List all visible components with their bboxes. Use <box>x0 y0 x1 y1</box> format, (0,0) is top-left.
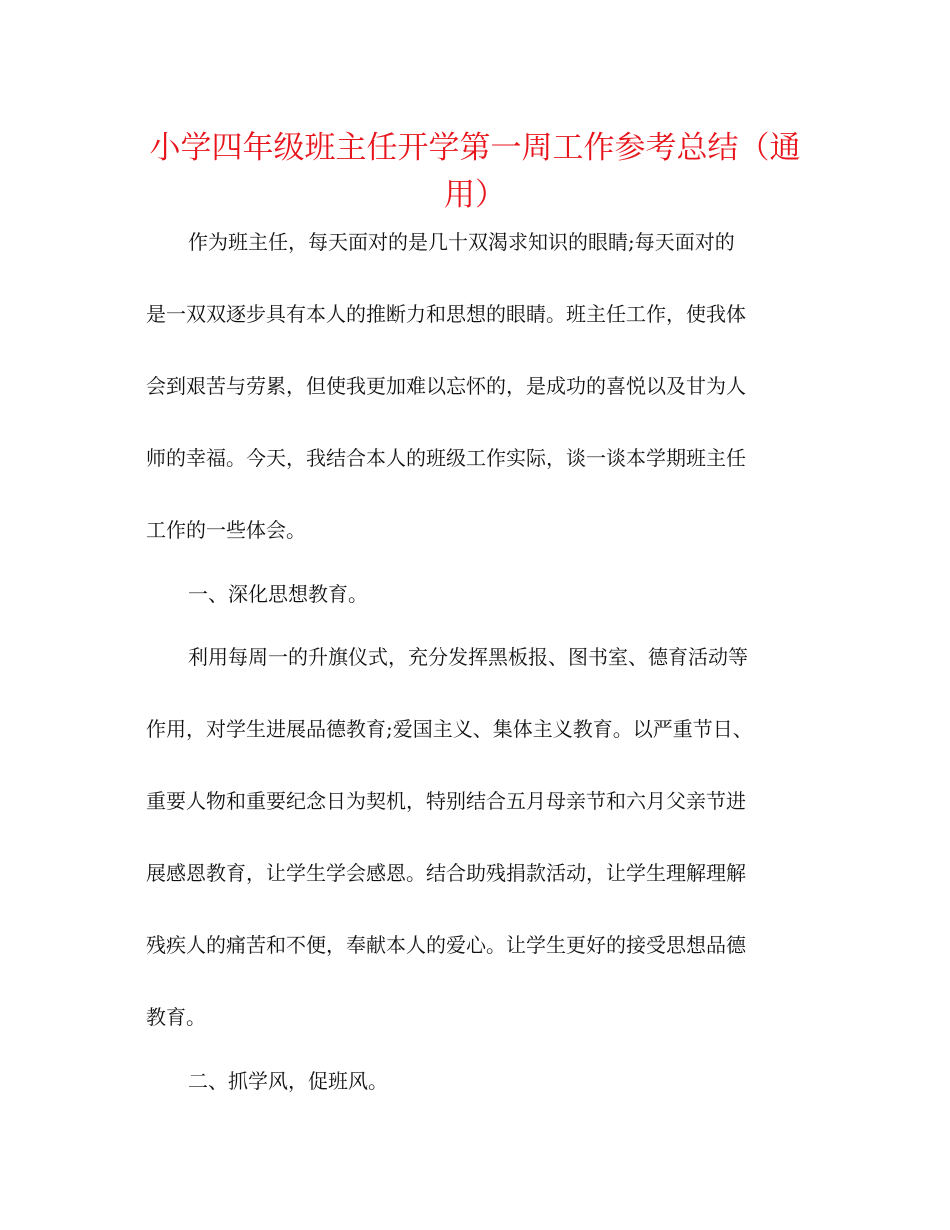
paragraph-2-line-3: 重要人物和重要纪念日为契机，特别结合五月母亲节和六月父亲节进 <box>146 789 746 813</box>
section-heading-1: 一、深化思想教育。 <box>188 582 368 606</box>
paragraph-1-line-4: 师的幸福。今天，我结合本人的班级工作实际，谈一谈本学期班主任 <box>146 446 746 470</box>
paragraph-1-line-5: 工作的一些体会。 <box>146 518 306 542</box>
paragraph-1-line-3: 会到艰苦与劳累，但使我更加难以忘怀的，是成功的喜悦以及甘为人 <box>146 374 746 398</box>
paragraph-1-line-1: 作为班主任，每天面对的是几十双渴求知识的眼睛;每天面对的 <box>188 230 735 254</box>
paragraph-1-line-2: 是一双双逐步具有本人的推断力和思想的眼睛。班主任工作，使我体 <box>146 302 746 326</box>
paragraph-2-line-6: 教育。 <box>146 1005 206 1029</box>
section-heading-2: 二、抓学风，促班风。 <box>188 1069 388 1093</box>
document-title-line-2: 用） <box>444 177 506 213</box>
paragraph-2-line-1: 利用每周一的升旗仪式，充分发挥黑板报、图书室、德育活动等 <box>188 645 748 669</box>
paragraph-2-line-2: 作用，对学生进展品德教育;爱国主义、集体主义教育。以严重节日、 <box>146 717 753 741</box>
document-title-line-1: 小学四年级班主任开学第一周工作参考总结（通 <box>149 130 801 166</box>
paragraph-2-line-5: 残疾人的痛苦和不便，奉献本人的爱心。让学生更好的接受思想品德 <box>146 933 746 957</box>
paragraph-2-line-4: 展感恩教育，让学生学会感恩。结合助残捐款活动，让学生理解理解 <box>146 861 746 885</box>
